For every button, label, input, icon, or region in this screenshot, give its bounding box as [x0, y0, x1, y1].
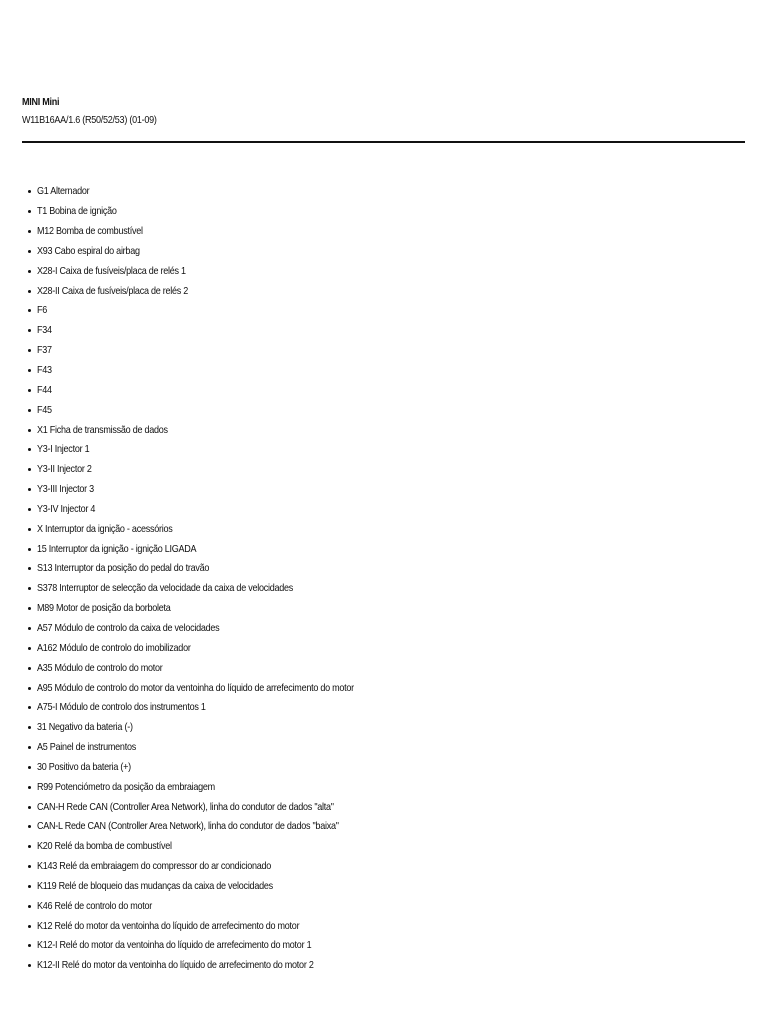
list-item [28, 281, 406, 301]
list-item [28, 936, 406, 956]
list-item-label: CAN-H Rede CAN (Controller Area Network), linha do condutor de dados "alta" [37, 800, 334, 813]
list-item-label: F43 [37, 364, 52, 377]
list-item [28, 658, 406, 678]
list-item [28, 301, 406, 321]
list-item [28, 817, 406, 837]
header-divider [22, 141, 745, 143]
list-item-label: K12-II Relé do motor da ventoinha do líquido de arrefecimento do motor 2 [37, 959, 314, 972]
bullet-icon [28, 468, 31, 471]
list-item [28, 956, 406, 976]
list-item-label: T1 Bobina de ignição [37, 205, 117, 218]
bullet-icon [28, 567, 31, 570]
bullet-icon [28, 190, 31, 193]
list-item-label: S13 Interruptor da posição do pedal do travão [37, 562, 210, 575]
bullet-icon [28, 508, 31, 511]
bullet-icon [28, 706, 31, 709]
list-item-label: S378 Interruptor de selecção da velocidade da caixa de velocidades [37, 582, 294, 595]
list-item [28, 896, 406, 916]
list-item-label: M12 Bomba de combustível [37, 225, 143, 238]
list-item-label: A57 Módulo de controlo da caixa de velocidades [37, 621, 220, 634]
bullet-icon [28, 925, 31, 928]
list-item-label: M89 Motor de posição da borboleta [37, 602, 171, 615]
list-item-label: X Interruptor da ignição - acessórios [37, 522, 173, 535]
document-header [22, 96, 746, 127]
list-item-label: K12-I Relé do motor da ventoinha do líquido de arrefecimento do motor 1 [37, 939, 312, 952]
list-item-label: X1 Ficha de transmissão de dados [37, 423, 168, 436]
list-item [28, 718, 406, 738]
bullet-icon [28, 488, 31, 491]
list-item [28, 698, 406, 718]
list-item [28, 777, 406, 797]
list-item-label: K46 Relé de controlo do motor [37, 899, 152, 912]
list-item [28, 400, 406, 420]
list-item-label: F37 [37, 344, 52, 357]
list-item-label: CAN-L Rede CAN (Controller Area Network), linha do condutor de dados "baixa" [37, 820, 339, 833]
bullet-icon [28, 667, 31, 670]
list-item [28, 837, 406, 857]
bullet-icon [28, 726, 31, 729]
list-item [28, 361, 406, 381]
bullet-icon [28, 647, 31, 650]
list-item [28, 420, 406, 440]
bullet-icon [28, 687, 31, 690]
list-item-label: A162 Módulo de controlo do imobilizador [37, 641, 191, 654]
bullet-icon [28, 528, 31, 531]
bullet-icon [28, 448, 31, 451]
list-item-label: A35 Módulo de controlo do motor [37, 661, 163, 674]
list-item [28, 182, 406, 202]
bullet-icon [28, 548, 31, 551]
list-item [28, 500, 406, 520]
bullet-icon [28, 806, 31, 809]
list-item [28, 599, 406, 619]
bullet-icon [28, 230, 31, 233]
bullet-icon [28, 865, 31, 868]
list-item-label: K119 Relé de bloqueio das mudanças da caixa de velocidades [37, 879, 273, 892]
engine-code-subtitle: W11B16AA/1.6 (R50/52/53) (01-09) [22, 114, 157, 126]
list-item [28, 440, 406, 460]
bullet-icon [28, 845, 31, 848]
bullet-icon [28, 627, 31, 630]
bullet-icon [28, 746, 31, 749]
list-item [28, 738, 406, 758]
list-item [28, 460, 406, 480]
bullet-icon [28, 825, 31, 828]
list-item-label: Y3-II Injector 2 [37, 463, 92, 476]
list-item [28, 757, 406, 777]
list-item-label: F6 [37, 304, 48, 317]
bullet-icon [28, 290, 31, 293]
list-item-label: Y3-III Injector 3 [37, 483, 94, 496]
list-item-label: F44 [37, 383, 52, 396]
vehicle-title: MINI Mini [22, 96, 60, 108]
list-item-label: 31 Negativo da bateria (-) [37, 721, 133, 734]
list-item-label: K20 Relé da bomba de combustível [37, 840, 172, 853]
bullet-icon [28, 250, 31, 253]
list-item [28, 678, 406, 698]
list-item [28, 638, 406, 658]
bullet-icon [28, 964, 31, 967]
list-item [28, 619, 406, 639]
list-item [28, 916, 406, 936]
list-item-label: G1 Alternador [37, 185, 90, 198]
list-item-label: F34 [37, 324, 52, 337]
bullet-icon [28, 766, 31, 769]
bullet-icon [28, 786, 31, 789]
list-item [28, 380, 406, 400]
list-item [28, 242, 406, 262]
list-item-label: K12 Relé do motor da ventoinha do líquido de arrefecimento do motor [37, 919, 300, 932]
bullet-icon [28, 905, 31, 908]
list-item [28, 222, 406, 242]
list-item-label: R99 Potenciómetro da posição da embraiagem [37, 780, 215, 793]
list-item [28, 539, 406, 559]
list-item-label: K143 Relé da embraiagem do compressor do ar condicionado [37, 860, 272, 873]
bullet-icon [28, 309, 31, 312]
list-item-label: 15 Interruptor da ignição - ignição LIGADA [37, 542, 197, 555]
bullet-icon [28, 329, 31, 332]
list-item [28, 559, 406, 579]
bullet-icon [28, 587, 31, 590]
bullet-icon [28, 607, 31, 610]
list-item-label: A5 Painel de instrumentos [37, 741, 136, 754]
list-item-label: F45 [37, 403, 52, 416]
list-item-label: Y3-I Injector 1 [37, 443, 90, 456]
bullet-icon [28, 369, 31, 372]
list-item [28, 321, 406, 341]
bullet-icon [28, 270, 31, 273]
list-item-label: A95 Módulo de controlo do motor da ventoinha do líquido de arrefecimento do motor [37, 681, 354, 694]
component-list [28, 182, 406, 976]
bullet-icon [28, 944, 31, 947]
list-item-label: X28-I Caixa de fusíveis/placa de relés 1 [37, 264, 186, 277]
bullet-icon [28, 885, 31, 888]
list-item-label: 30 Positivo da bateria (+) [37, 760, 131, 773]
list-item [28, 877, 406, 897]
list-item [28, 797, 406, 817]
list-item [28, 519, 406, 539]
bullet-icon [28, 389, 31, 392]
list-item [28, 341, 406, 361]
list-item [28, 202, 406, 222]
list-item [28, 480, 406, 500]
list-item [28, 261, 406, 281]
list-item-label: A75-I Módulo de controlo dos instrumentos 1 [37, 701, 206, 714]
bullet-icon [28, 409, 31, 412]
bullet-icon [28, 210, 31, 213]
list-item-label: X93 Cabo espiral do airbag [37, 244, 140, 257]
list-item-label: X28-II Caixa de fusíveis/placa de relés 2 [37, 284, 189, 297]
list-item [28, 857, 406, 877]
bullet-icon [28, 349, 31, 352]
list-item [28, 579, 406, 599]
bullet-icon [28, 429, 31, 432]
list-item-label: Y3-IV Injector 4 [37, 502, 96, 515]
